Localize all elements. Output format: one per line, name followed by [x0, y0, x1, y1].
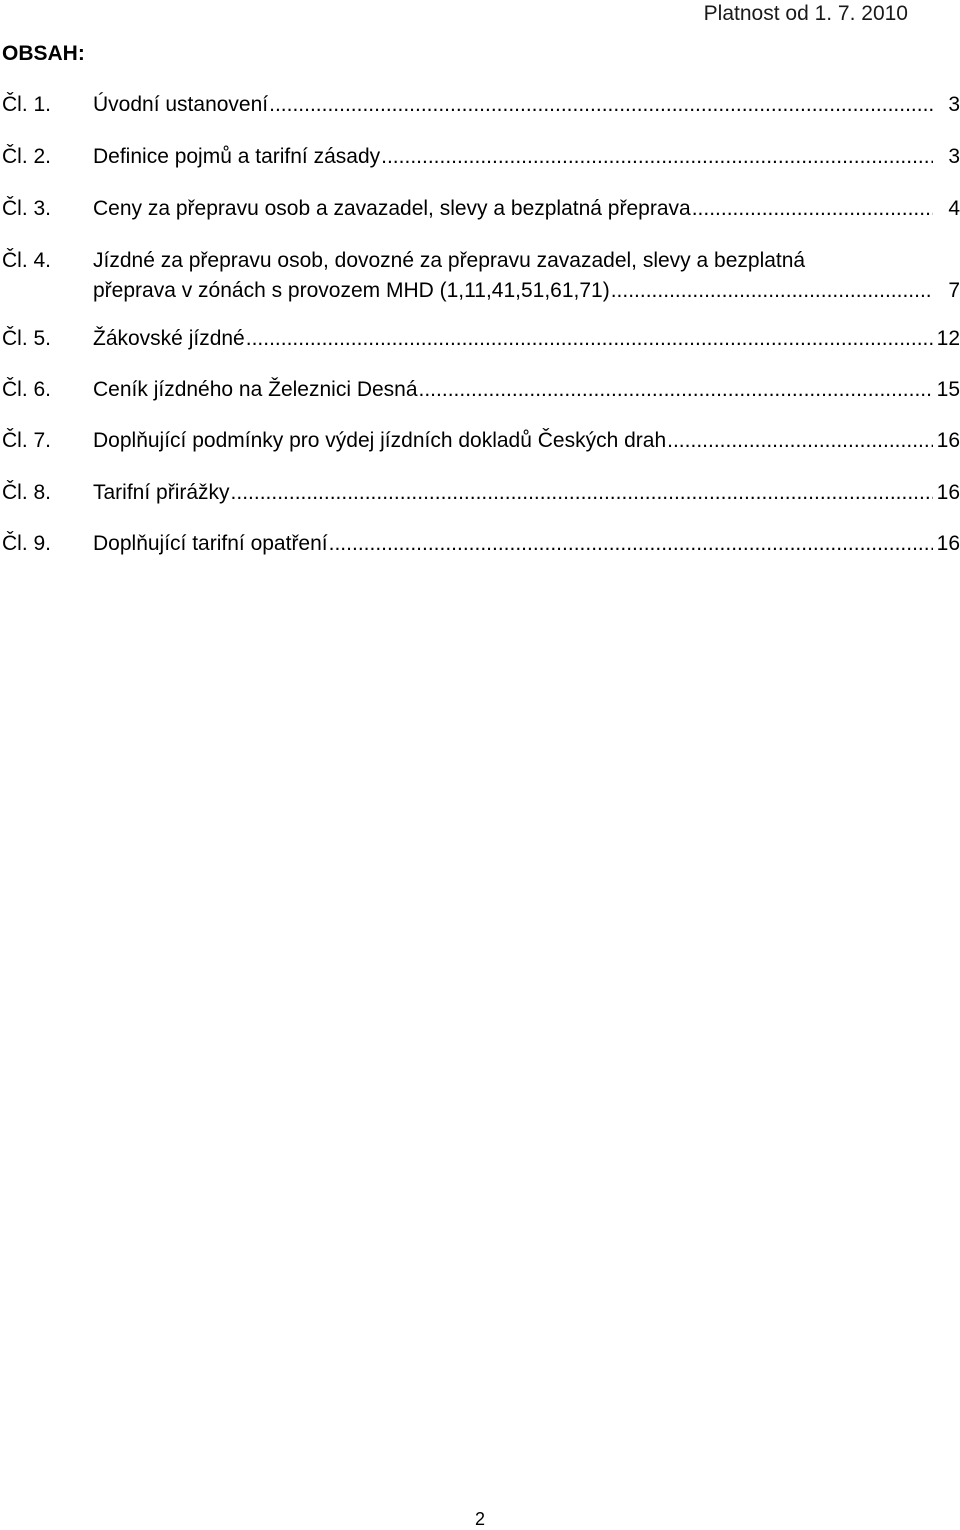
toc-entry-text: [93, 529, 960, 559]
toc-leader-dots: [246, 324, 933, 354]
toc-entry-number: Čl. 4.: [2, 249, 52, 272]
toc-leader-dots: [611, 276, 933, 306]
toc-entry-text: [93, 90, 960, 120]
toc-entry-number: Čl. 1.: [2, 93, 52, 116]
toc-leader-dots: [419, 375, 933, 405]
toc-entry-title: přeprava v zónách s provozem MHD (1,11,41,51,61,71): [93, 279, 610, 302]
toc-entry-text: [93, 324, 960, 354]
validity-date: Platnost od 1. 7. 2010: [703, 2, 908, 25]
toc-entry-page: 3: [948, 145, 960, 168]
toc-entry-title-line1: Jízdné za přepravu osob, dovozné za přepravu zavazadel, slevy a bezplatná: [93, 249, 806, 272]
toc-leader-dots: [269, 90, 933, 120]
toc-entry-page: 7: [948, 279, 960, 302]
toc-entry-number: Čl. 7.: [2, 429, 52, 452]
toc-title: OBSAH:: [2, 42, 85, 65]
toc-entry-title: Doplňující tarifní opatření: [93, 532, 328, 555]
toc-entry-page: 12: [936, 327, 960, 350]
toc-entry-page: 4: [948, 197, 960, 220]
toc-entry-text: [93, 426, 960, 456]
toc-leader-dots: [231, 478, 933, 508]
toc-entry-number: Čl. 6.: [2, 378, 52, 401]
toc-entry-title: Definice pojmů a tarifní zásady: [93, 145, 381, 168]
toc-entry-number: Čl. 9.: [2, 532, 52, 555]
page-number: 2: [474, 1509, 485, 1529]
toc-entry-text: [93, 375, 960, 405]
toc-entry-page: 16: [936, 429, 960, 452]
toc-entry-page: 15: [936, 378, 960, 401]
toc-entry-text: [93, 194, 960, 224]
toc-entry-page: 16: [936, 532, 960, 555]
toc-entry-number: Čl. 2.: [2, 145, 52, 168]
toc-entry-text: [93, 246, 960, 306]
toc-entry-title: Úvodní ustanovení: [93, 93, 269, 116]
toc-entry-page: 16: [936, 481, 960, 504]
toc-entry-title: Žákovské jízdné: [93, 327, 245, 350]
toc-entry-text: [93, 478, 960, 508]
toc-entry-title: Doplňující podmínky pro výdej jízdních dokladů Českých drah: [93, 429, 667, 452]
toc-leader-dots: [667, 426, 933, 456]
toc-leader-dots: [692, 194, 933, 224]
toc-leader-dots: [381, 142, 933, 172]
toc-entry-title: Ceník jízdného na Železnici Desná: [93, 378, 418, 401]
toc-entry-title: Ceny za přepravu osob a zavazadel, slevy a bezplatná přeprava: [93, 197, 691, 220]
toc-entry-text: [93, 142, 960, 172]
toc-leader-dots: [329, 529, 933, 559]
toc-entry-number: Čl. 3.: [2, 197, 52, 220]
toc-entry-number: Čl. 8.: [2, 481, 52, 504]
toc-entry-number: Čl. 5.: [2, 327, 52, 350]
toc-entry-title: Tarifní přirážky: [93, 481, 230, 504]
toc-entry-page: 3: [948, 93, 960, 116]
